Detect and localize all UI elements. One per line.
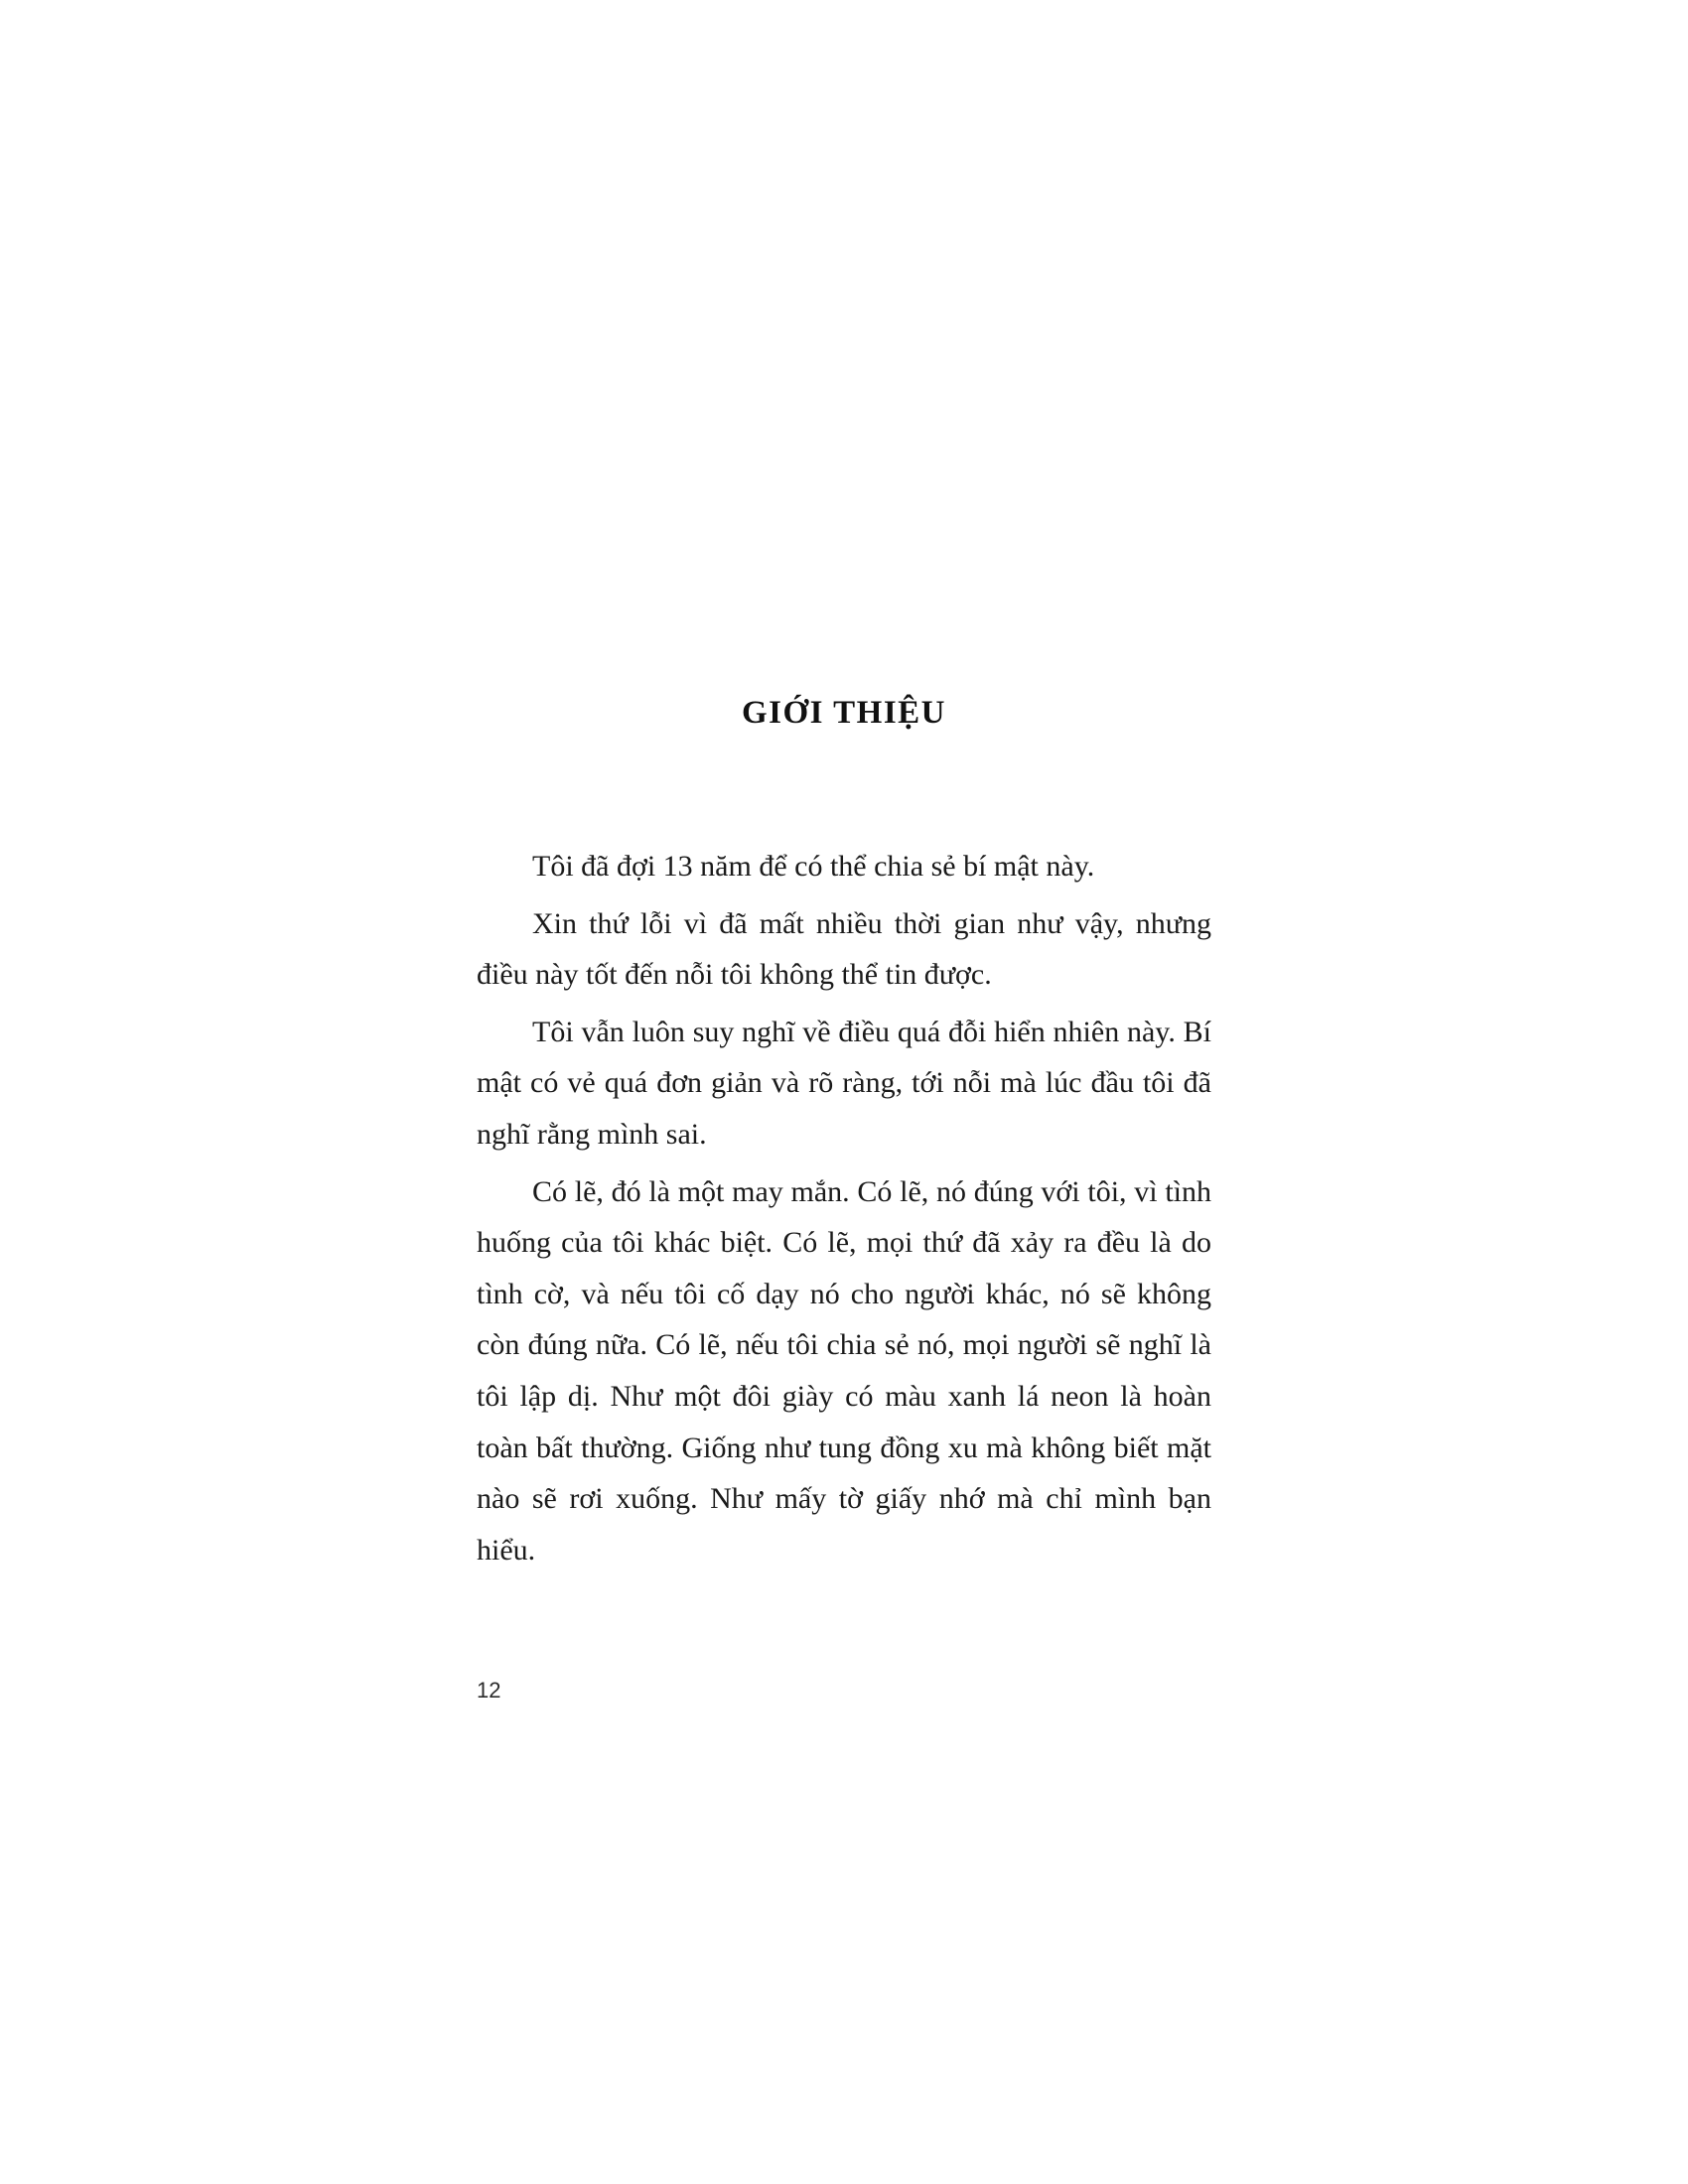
paragraph: Tôi vẫn luôn suy nghĩ về điều quá đỗi hiển nhiên này. Bí mật có vẻ quá đơn giản và rõ ràng, tới nỗi mà lúc đầu tôi đã nghĩ rằng mình sai. xyxy=(477,1015,1211,1151)
body-text xyxy=(477,841,1211,1575)
paragraph: Tôi đã đợi 13 năm để có thể chia sẻ bí mật này. xyxy=(532,850,1095,883)
page-number: 12 xyxy=(477,1678,501,1703)
page-title: GIỚI THIỆU xyxy=(741,695,947,731)
paragraph: Có lẽ, đó là một may mắn. Có lẽ, nó đúng với tôi, vì tình huống của tôi khác biệt. Có lẽ, mọi thứ đã xảy ra đều là do tình cờ, và nếu tôi cố dạy nó cho người khác, nó sẽ không còn đúng nữa. Có lẽ, nếu tôi chia sẻ nó, mọi người sẽ nghĩ là tôi lập dị. Như một đôi giày có màu xanh lá neon là hoàn toàn bất thường. Giống như tung đồng xu mà không biết mặt nào sẽ rơi xuống. Như mấy tờ giấy nhớ mà chỉ mình bạn hiểu. xyxy=(477,1174,1211,1567)
page-content xyxy=(477,695,1211,1575)
paragraph: Xin thứ lỗi vì đã mất nhiều thời gian như vậy, nhưng điều này tốt đến nỗi tôi không thể tin được. xyxy=(477,906,1211,992)
